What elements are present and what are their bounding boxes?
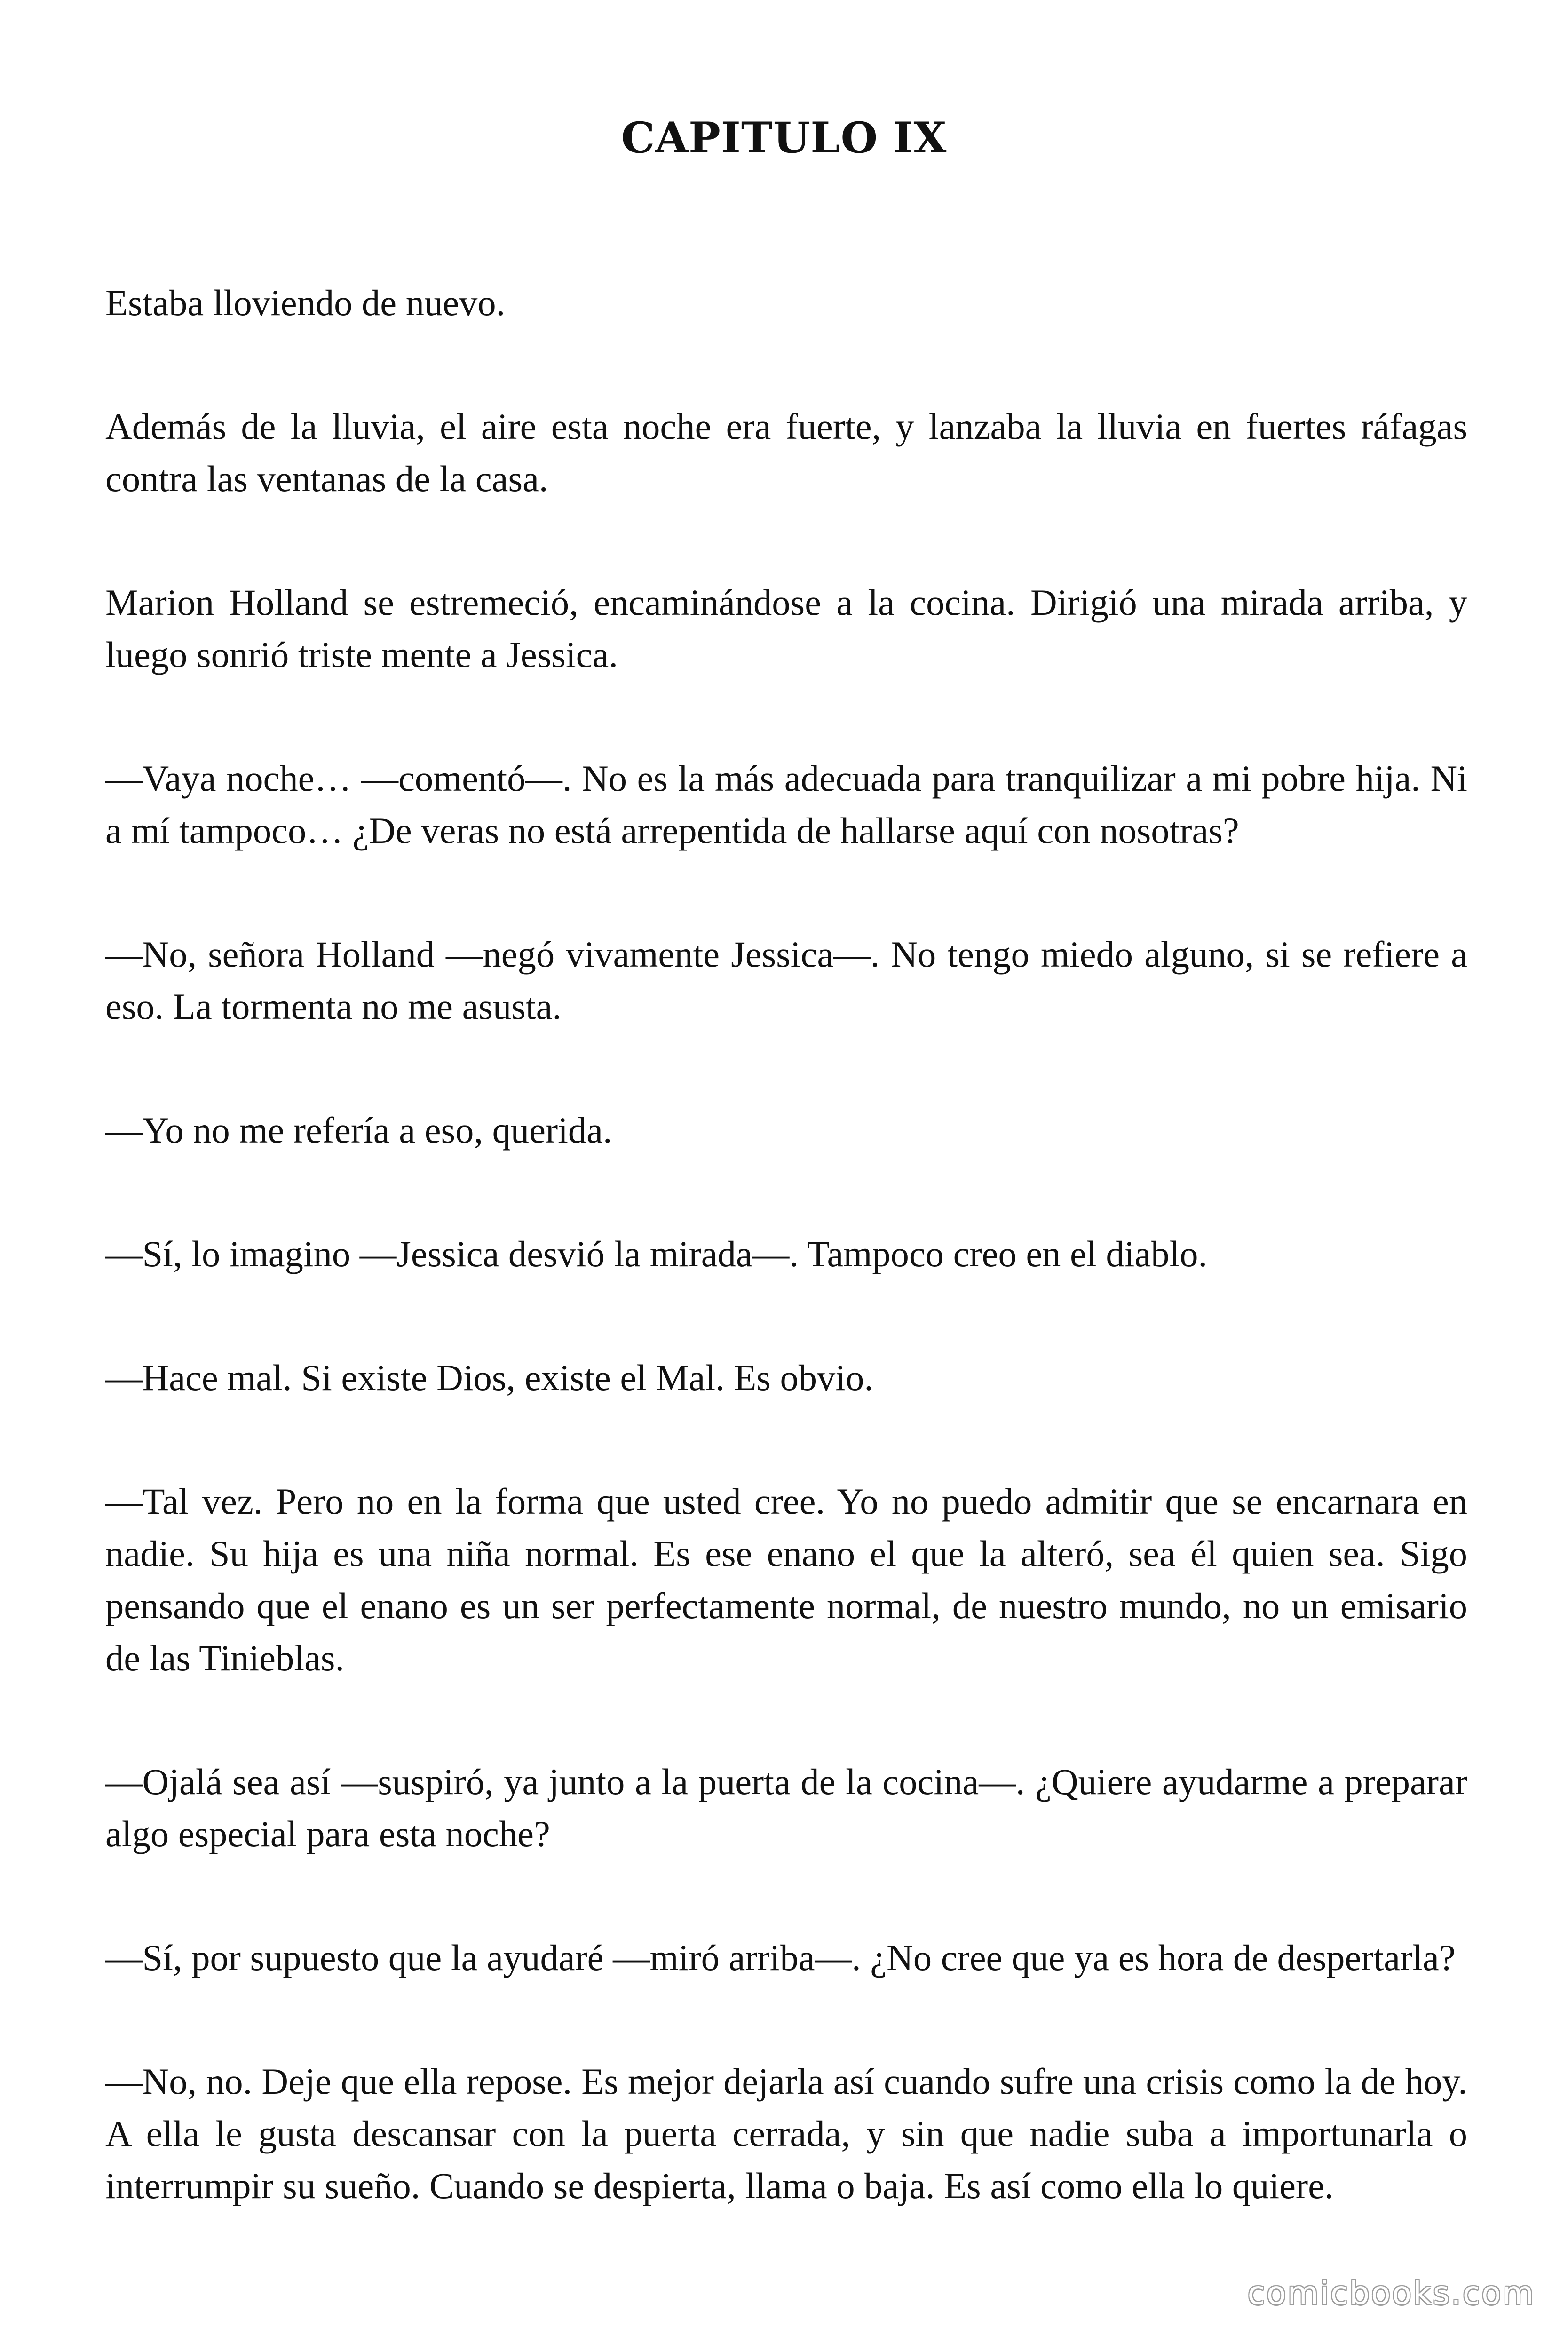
paragraph: Marion Holland se estremeció, encaminándose a la cocina. Dirigió una mirada arriba, y luego sonrió triste mente a Jessica. [105,582,1467,675]
chapter-title: CAPITULO IX [621,113,947,163]
paragraph: —Ojalá sea así —suspiró, ya junto a la puerta de la cocina—. ¿Quiere ayudarme a preparar algo especial para esta noche? [105,1761,1467,1854]
chapter-body [105,277,1467,2283]
paragraph: —Yo no me refería a eso, querida. [105,1110,612,1151]
paragraph: —No, señora Holland —negó vivamente Jessica—. No tengo miedo alguno, si se refiere a eso. La tormenta no me asusta. [105,934,1467,1027]
paragraph: —Vaya noche… —comentó—. No es la más adecuada para tranquilizar a mi pobre hija. Ni a mí tampoco… ¿De veras no está arrepentida de hallarse aquí con nosotras? [105,758,1467,851]
watermark: comicbooks.com [1247,2275,1535,2312]
paragraph: —Sí, por supuesto que la ayudaré —miró arriba—. ¿No cree que ya es hora de despertarla? [105,1937,1456,1978]
paragraph: —No, no. Deje que ella repose. Es mejor dejarla así cuando sufre una crisis como la de hoy. A ella le gusta descansar con la puerta cerrada, y sin que nadie suba a importunarla o interrumpir su sueño. Cuando se despierta, llama o baja. Es así como ella lo quiere. [105,2061,1467,2206]
paragraph: —Tal vez. Pero no en la forma que usted cree. Yo no puedo admitir que se encarnara en nadie. Su hija es una niña normal. Es ese enano el que la alteró, sea él quien sea. Sigo pensando que el enano es un ser perfectamente normal, de nuestro mundo, no un emisario de las Tinieblas. [105,1481,1467,1678]
paragraph: —Hace mal. Si existe Dios, existe el Mal. Es obvio. [105,1357,873,1398]
paragraph: Además de la lluvia, el aire esta noche era fuerte, y lanzaba la lluvia en fuertes ráfagas contra las ventanas de la casa. [105,406,1467,499]
paragraph: Estaba lloviendo de nuevo. [105,282,506,323]
paragraph: —Sí, lo imagino —Jessica desvió la mirada—. Tampoco creo en el diablo. [105,1233,1208,1274]
